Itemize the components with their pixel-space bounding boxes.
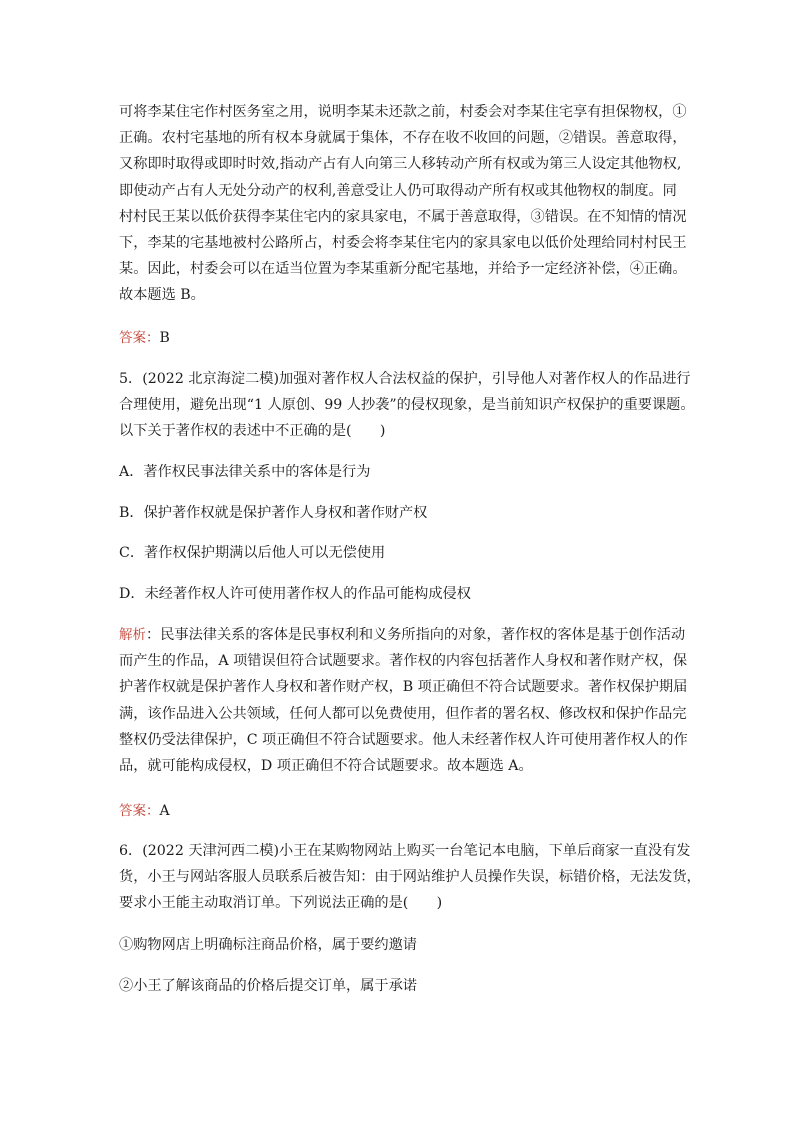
q4-explanation-line: 可将李某住宅作村医务室之用，说明李某未还款之前，村委会对李某住宅享有担保物权，① bbox=[119, 104, 687, 120]
q4-explanation-line: 正确。农村宅基地的所有权本身就属于集体，不存在收不收回的问题，②错误。善意取得， bbox=[119, 130, 687, 147]
answer-label: 答案： bbox=[119, 803, 160, 819]
q4-explanation-line: 某。因此，村委会可以在适当位置为李某重新分配宅基地，并给予一定经济补偿，④正确。 bbox=[119, 261, 687, 278]
q5-analysis-line: 护著作权就是保护著作人身权和著作财产权，B 项正确但不符合试题要求。著作权保护期届 bbox=[119, 679, 688, 696]
q6-stem-line: 货，小王与网站客服人员联系后被告知：由于网站维护人员操作失误，标错价格，无法发货， bbox=[119, 869, 701, 886]
q5-analysis-line: 品，就可能构成侵权，D 项正确但不符合试题要求。故本题选 A。 bbox=[119, 758, 533, 775]
q4-explanation bbox=[119, 99, 687, 309]
q5-analysis-line: 整权仍受法律保护，C 项正确但不符合试题要求。他人未经著作权人许可使用著作权人的作 bbox=[119, 731, 688, 748]
q6-stem bbox=[119, 838, 701, 917]
q4-answer bbox=[119, 328, 170, 348]
q6-stem-line: 6．(2022 天津河西二模)小王在某购物网站上购买一台笔记本电脑，下单后商家一直没有发 bbox=[119, 843, 691, 859]
analysis-first-line: ：民事法律关系的客体是民事权利和义务所指向的对象，著作权的客体是基于创作活动 bbox=[146, 627, 686, 643]
answer-value: B bbox=[159, 330, 170, 346]
q5-analysis bbox=[119, 622, 688, 779]
q4-explanation-line: 下，李某的宅基地被村公路所占，村委会将李某住宅内的家具家电以低价处理给同村村民王 bbox=[119, 235, 687, 252]
q5-stem-line: 5．(2022 北京海淀二模)加强对著作权人合法权益的保护，引导他人对著作权人的作品进行 bbox=[119, 371, 691, 387]
q4-explanation-line: 即使动产占有人无处分动产的权利,善意受让人仍可取得动产所有权或其他物权的制度。同 bbox=[119, 182, 677, 199]
answer-value: A bbox=[159, 803, 170, 819]
q6-stem-line: 要求小王能主动取消订单。下列说法正确的是( ) bbox=[119, 895, 443, 912]
q5-stem-line: 以下关于著作权的表述中不正确的是( ) bbox=[119, 423, 386, 440]
q5-answer bbox=[119, 801, 170, 821]
q5-option-c: C．著作权保护期满以后他人可以无偿使用 bbox=[119, 545, 386, 561]
q6-item-1: ①购物网店上明确标注商品价格，属于要约邀请 bbox=[119, 937, 417, 953]
q6-item-2: ②小王了解该商品的价格后提交订单，属于承诺 bbox=[119, 978, 417, 994]
q5-stem bbox=[119, 366, 695, 445]
q5-analysis-line: 满，该作品进入公共领域，任何人都可以免费使用，但作者的署名权、修改权和保护作品完 bbox=[119, 705, 687, 722]
q4-explanation-line: 故本题选 B。 bbox=[119, 287, 205, 304]
q5-option-a: A．著作权民事法律关系中的客体是行为 bbox=[119, 464, 371, 480]
q4-explanation-line: 又称即时取得或即时时效,指动产占有人向第三人移转动产所有权或为第三人设定其他物权, bbox=[119, 156, 682, 173]
q4-explanation-line: 村村民王某以低价获得李某住宅内的家具家电，不属于善意取得，③错误。在不知情的情况 bbox=[119, 208, 687, 225]
q5-analysis-line: 而产生的作品，A 项错误但符合试题要求。著作权的内容包括著作人身权和著作财产权，保 bbox=[119, 653, 688, 670]
q5-stem-line: 合理使用，避免出现“1 人原创、99 人抄袭”的侵权现象，是当前知识产权保护的重要课题。 bbox=[119, 397, 695, 414]
q5-analysis-line bbox=[119, 622, 686, 648]
answer-label: 答案： bbox=[119, 330, 160, 346]
analysis-label: 解析 bbox=[119, 627, 146, 643]
q5-option-b: B．保护著作权就是保护著作人身权和著作财产权 bbox=[119, 505, 428, 521]
q5-option-d: D．未经著作权人许可使用著作权人的作品可能构成侵权 bbox=[119, 586, 471, 602]
